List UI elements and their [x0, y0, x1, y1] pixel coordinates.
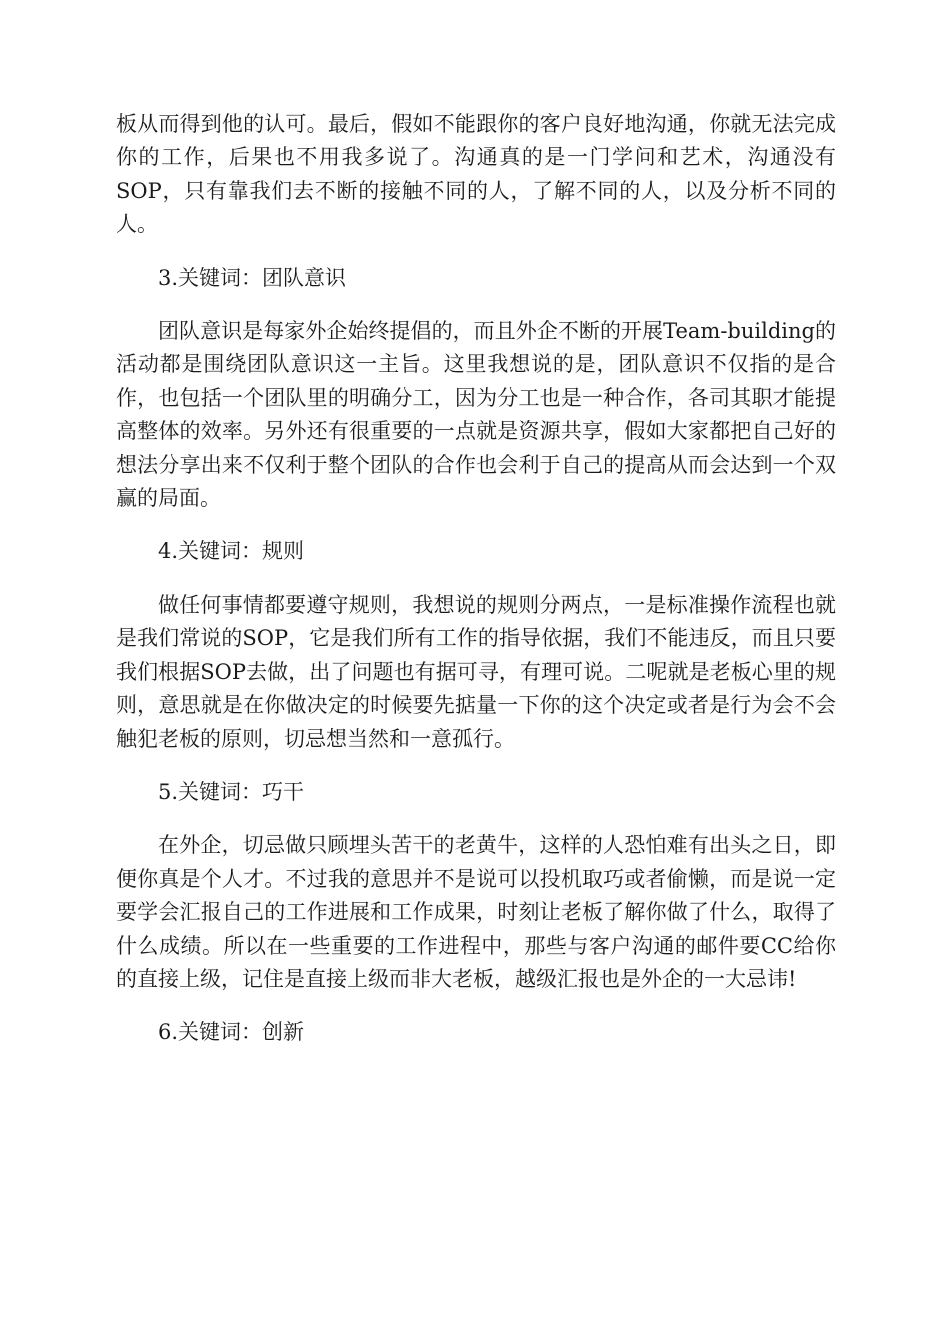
paragraph-work-smart: 在外企，切忌做只顾埋头苦干的老黄牛，这样的人恐怕难有出头之日，即便你真是个人才。不过我的意思并不是说可以投机取巧或者偷懒，而是说一定要学会汇报自己的工作进展和工作成果，时刻让老板了解你做了什么，取得了什么成绩。所以在一些重要的工作进程中，那些与客户沟通的邮件要CC给你的直接上级，记住是直接上级而非大老板，越级汇报也是外企的一大忌讳!: [116, 833, 836, 991]
paragraph-communication-continued: 板从而得到他的认可。最后，假如不能跟你的客户良好地沟通，你就无法完成你的工作，后果也不用我多说了。沟通真的是一门学问和艺术，沟通没有SOP，只有靠我们去不断的接触不同的人，了解不同的人，以及分析不同的人。: [116, 112, 836, 237]
heading-work-smart: 5.关键词：巧干: [158, 779, 305, 804]
heading-rules: 4.关键词：规则: [158, 539, 305, 564]
heading-team-awareness: 3.关键词：团队意识: [158, 265, 347, 290]
heading-innovation: 6.关键词：创新: [158, 1020, 305, 1045]
document-body: [116, 108, 836, 1070]
paragraph-rules: 做任何事情都要遵守规则，我想说的规则分两点，一是标准操作流程也就是我们常说的SOP，它是我们所有工作的指导依据，我们不能违反，而且只要我们根据SOP去做，出了问题也有据可寻，有理可说。二呢就是老板心里的规则，意思就是在你做决定的时候要先掂量一下你的这个决定或者是行为会不会触犯老板的原则，切忌想当然和一意孤行。: [116, 592, 836, 751]
paragraph-team-awareness: 团队意识是每家外企始终提倡的，而且外企不断的开展Team-building的活动都是围绕团队意识这一主旨。这里我想说的是，团队意识不仅指的是合作，也包括一个团队里的明确分工，因为分工也是一种合作，各司其职才能提高整体的效率。另外还有很重要的一点就是资源共享，假如大家都把自己好的想法分享出来不仅利于整个团队的合作也会利于自己的提高从而会达到一个双赢的局面。: [116, 319, 836, 511]
